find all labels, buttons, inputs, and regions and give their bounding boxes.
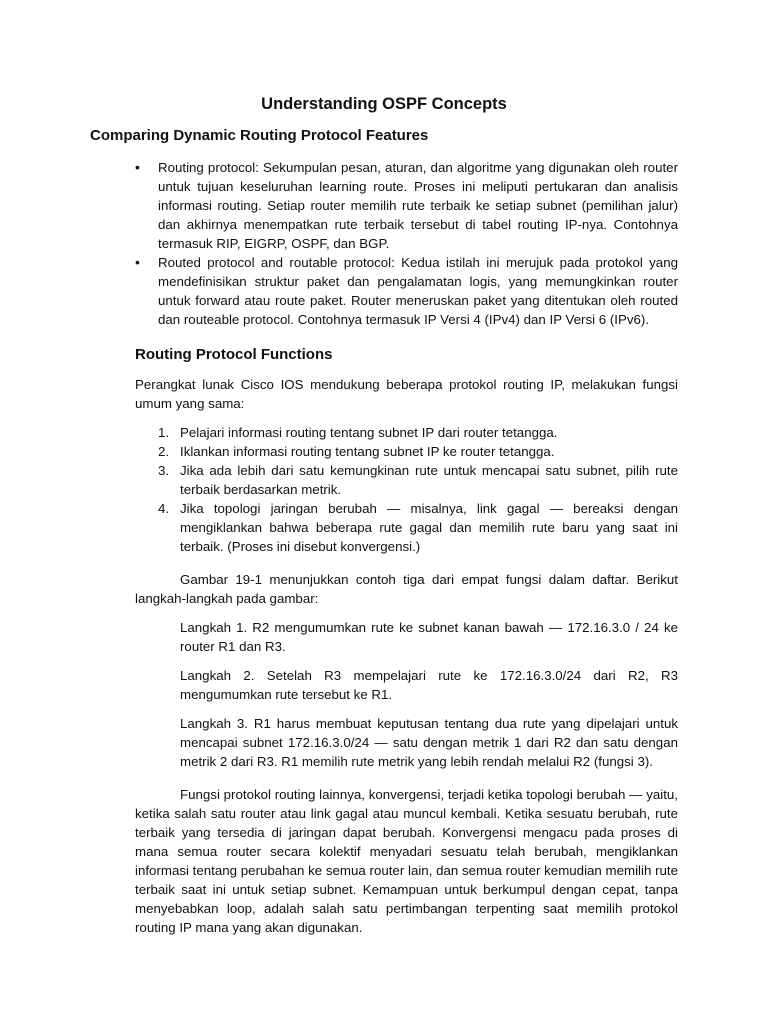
intro-paragraph: Perangkat lunak Cisco IOS mendukung beberapa protokol routing IP, melakukan fungsi umum yang sama: [135, 377, 678, 411]
function-number: 4. [158, 501, 170, 516]
convergence-paragraph: Fungsi protokol routing lainnya, konvergensi, terjadi ketika topologi berubah — yaitu, ketika salah satu router atau link gagal atau muncul kembali. Ketika sesuatu berubah, rute terbaik yang tersedia di jaringan dapat berubah. Konvergensi mengacu pada proses di mana semua router secara kolektif menyadari sesuatu telah berubah, mengiklankan informasi tentang perubahan ke semua router lain, dan semua router kemudian memilih rute terbaik saat ini untuk setiap subnet. Kemampuan untuk berkumpul dengan cepat, tanpa menyebabkan loop, adalah salah satu pertimbangan terpenting saat memilih protokol routing IP mana yang akan digunakan. [135, 787, 678, 935]
function-item [158, 423, 678, 442]
figure-body [135, 570, 678, 608]
bullet-routed-protocol: • Routed protocol and routable protocol: Kedua istilah ini merujuk pada protokol yang mendefinisikan struktur paket dan pengalamatan logis, yang memungkinkan router untuk forward atau route paket. Router meneruskan paket yang ditentukan oleh routed dan routeable protocol. Contohnya termasuk IP Versi 4 (IPv4) dan IP Versi 6 (IPv6). [158, 253, 678, 329]
function-number: 1. [158, 425, 170, 440]
functions-numbered-list [90, 423, 678, 556]
document-title: Understanding OSPF Concepts [261, 95, 507, 113]
figure-paragraph: Gambar 19-1 menunjukkan contoh tiga dari empat fungsi dalam daftar. Berikut langkah-langkah pada gambar: [135, 572, 678, 606]
feature-bullet-list [90, 158, 678, 329]
closing-body [135, 785, 678, 937]
bullet-routing-protocol: • Routing protocol: Sekumpulan pesan, aturan, dan algoritme yang digunakan oleh router untuk tujuan keseluruhan learning route. Proses ini meliputi pertukaran dan analisis informasi routing. Setiap router memilih rute terbaik ke setiap subnet (pemilihan jalur) dan akhirnya menempatkan rute terbaik tersebut di tabel routing IP-nya. Contohnya termasuk RIP, EIGRP, OSPF, dan BGP. [158, 158, 678, 253]
section-heading: Comparing Dynamic Routing Protocol Features [90, 127, 429, 144]
step-paragraph-3: Langkah 3. R1 harus membuat keputusan tentang dua rute yang dipelajari untuk mencapai subnet 172.16.3.0/24 — satu dengan metrik 1 dari R2 dan satu dengan metrik 2 dari R3. R1 memilih rute metrik yang lebih rendah melalui R2 (fungsi 3). [180, 716, 678, 769]
function-text: Jika topologi jaringan berubah — misalnya, link gagal — bereaksi dengan mengiklankan bahwa beberapa rute gagal dan memilih rute baru yang saat ini terbaik. (Proses ini disebut konvergensi.) [180, 501, 678, 554]
function-number: 2. [158, 444, 170, 459]
function-text: Jika ada lebih dari satu kemungkinan rute untuk mencapai satu subnet, pilih rute terbaik berdasarkan metrik. [180, 463, 678, 497]
function-item [158, 442, 678, 461]
functions-body [135, 375, 678, 413]
step-paragraph-1: Langkah 1. R2 mengumumkan rute ke subnet kanan bawah — 172.16.3.0 / 24 ke router R1 dan R3. [180, 620, 678, 654]
subsection-heading: Routing Protocol Functions [135, 346, 333, 363]
function-number: 3. [158, 463, 170, 478]
function-text: Iklankan informasi routing tentang subnet IP ke router tetangga. [180, 444, 555, 459]
function-item [158, 499, 678, 556]
function-text: Pelajari informasi routing tentang subnet IP dari router tetangga. [180, 425, 558, 440]
function-item [158, 461, 678, 499]
step-paragraph-2: Langkah 2. Setelah R3 mempelajari rute ke 172.16.3.0/24 dari R2, R3 mengumumkan rute tersebut ke R1. [180, 668, 678, 702]
